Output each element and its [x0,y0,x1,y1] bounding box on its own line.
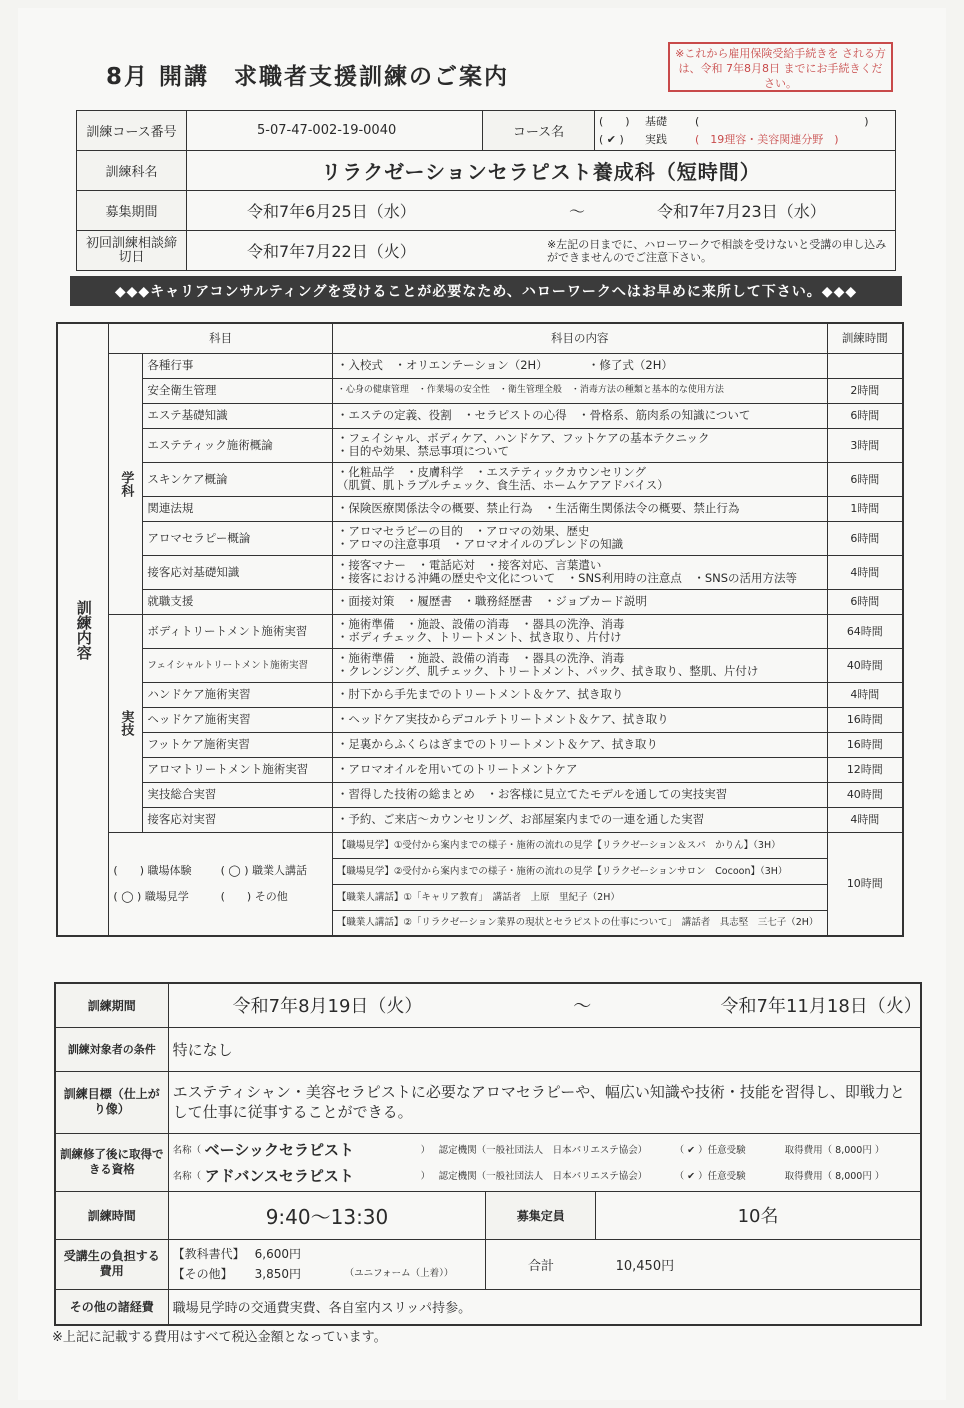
col-content-header: 科目の内容 [332,323,827,353]
academic-subject-hours: 2時間 [827,378,903,403]
practical-subject-content: ・アロマオイルを用いてのトリートメントケア [332,757,827,782]
course-subject: リラクゼーションセラピスト養成科（短時間） [187,151,896,191]
practical-subject-hours: 4時間 [827,807,903,832]
course-type-cell [595,111,896,151]
practical-subject-hours: 12時間 [827,757,903,782]
practical-subject-hours: 40時間 [827,782,903,807]
academic-row [57,428,903,462]
consult-date: 令和7年7月22日（火） [247,242,416,261]
page-title: 8月 開講 求職者支援訓練のご案内 [106,64,510,90]
goal-label: 訓練目標（仕上がり像） [55,1071,168,1133]
academic-subject-name: エステ基礎知識 [143,403,333,428]
extra-activity-tag: 【職業人講話】 [336,891,404,903]
practical-row [57,682,903,707]
practical-row [57,732,903,757]
practical-subject-content: ・施術準備 ・施設、設備の消毒 ・器具の洗浄、消毒 ・ボディチェック、トリートメント、拭き取り、片付け [332,614,827,648]
col-hours-header: 訓練時間 [827,323,903,353]
practical-group-label: 実技 [109,614,143,832]
practical-subject-content: ・予約、ご来店～カウンセリング、お部屋案内までの一連を通した実習 [332,807,827,832]
practical-subject-name: 実技総合実習 [143,782,333,807]
practical-subject-hours: 64時間 [827,614,903,648]
misc-label: その他の諸経費 [55,1289,168,1325]
practical-subject-hours: 16時間 [827,732,903,757]
course-info-table [76,110,896,271]
practical-subject-content: ・習得した技術の総まとめ ・お客様に見立てたモデルを通しての実技実習 [332,782,827,807]
practical-subject-name: ヘッドケア施術実習 [143,707,333,732]
misc-value: 職場見学時の交通費実費、各自室内スリッパ持参。 [168,1289,921,1325]
practical-subject-content: ・施術準備 ・施設、設備の消毒 ・器具の洗浄、消毒 ・クレンジング、肌チェック、トリートメント、パック、拭き取り、整肌、片付け [332,648,827,682]
subject-label: 訓練科名 [77,151,187,191]
academic-row [57,462,903,496]
academic-row [57,589,903,614]
capacity-label: 募集定員 [486,1191,596,1239]
practical-subject-hours: 16時間 [827,707,903,732]
practical-subject-name: ハンドケア施術実習 [143,682,333,707]
qual2-prefix: 名称（ [172,1171,202,1182]
qual2-fee: 取得費用（ 8,000円 ） [784,1171,885,1182]
academic-group-label: 学科 [109,353,143,614]
practical-subject-name: ボディトリートメント施術実習 [143,614,333,648]
extra-activity [332,858,827,884]
other-cost-note: （ユニフォーム（上着）） [344,1268,454,1279]
practical-subject-name: アロマトリートメント施術実習 [143,757,333,782]
academic-row [57,521,903,555]
practical-subject-name: 接客応対実習 [143,807,333,832]
activity-options [109,832,332,936]
qual1-prefix: 名称（ [172,1145,202,1156]
practical-row [57,782,903,807]
goal-value: エステティシャン・美容セラピストに必要なアロマセラピーや、幅広い知識や技術・技能を習得し、即戦力として仕事に従事することができる。 [168,1071,921,1133]
basic-label: 基礎 [645,114,667,128]
col-subject-header: 科目 [109,323,332,353]
qual1-name: ベーシックセラピスト [204,1140,355,1159]
target-label: 訓練対象者の条件 [55,1027,168,1071]
academic-subject-name: 関連法規 [143,496,333,521]
qual2-name: アドバンスセラピスト [204,1166,354,1185]
academic-subject-content: ・面接対策 ・履歴書 ・職務経歴書 ・ジョブカード説明 [332,589,827,614]
lecture-option: ( ◯ ) 職業人講話 [220,863,308,877]
extra-activity-text: ②「リラクゼーション業界の現状とセラピストの仕事について」 講話者 具志堅 三七子（2H） [403,917,819,929]
period-label: 訓練期間 [55,983,168,1027]
career-consulting-banner: ◆◆◆キャリアコンサルティングを受けることが必要なため、ハローワークへはお早めに来所して下さい。◆◆◆ [70,276,902,306]
academic-subject-name: エステティック施術概論 [143,428,333,462]
training-details-table [54,982,922,1326]
academic-subject-content: ・フェイシャル、ボディケア、ハンドケア、フットケアの基本テクニック ・目的や効果、禁忌事項について [332,428,827,462]
practical-subject-name: フットケア施術実習 [143,732,333,757]
target-value: 特になし [168,1027,921,1071]
total-label: 合計 [486,1239,596,1289]
practical-row [57,807,903,832]
recruit-start: 令和7年6月25日（水） [247,202,416,221]
practical-subject-name: フェイシャルトリートメント施術実習 [143,648,333,682]
extra-activity-tag: 【職業人講話】 [336,917,404,929]
time-value: 9:40～13:30 [168,1191,486,1239]
recruit-period [187,191,896,231]
extra-activity-tag: 【職場見学】 [336,839,394,851]
academic-subject-hours: 6時間 [827,403,903,428]
academic-subject-content: ・入校式 ・オリエンテーション（2H） ・修了式（2H） [332,353,827,378]
academic-subject-hours: 6時間 [827,462,903,496]
other-cost-label: 【その他】 [172,1267,233,1281]
extra-activity-text: ①「キャリア教育」 講話者 上原 里紀子（2H） [403,891,620,903]
practical-row [57,614,903,648]
qual2-org: 認定機関（一般社団法人 日本バリエステ協会） [438,1171,648,1182]
academic-subject-name: アロマセラピー概論 [143,521,333,555]
cost-items [168,1239,486,1289]
period-tilde: ～ [573,996,592,1018]
academic-subject-name: 就職支援 [143,589,333,614]
tax-footnote: ※上記に記載する費用はすべて税込金額となっています。 [52,1330,387,1345]
course-code-label: 訓練コース番号 [77,111,187,151]
qual-cell [168,1133,921,1191]
recruit-label: 募集期間 [77,191,187,231]
qual1-org: 認定機関（一般社団法人 日本バリエステ協会） [438,1145,648,1156]
extra-activity [332,884,827,910]
extra-activity-text: ②受付から案内までの様子・施術の流れの見学【リラクゼーションサロン Cocoon】（3H） [393,865,788,877]
extra-activity-tag: 【職場見学】 [336,865,394,877]
qual1-fee: 取得費用（ 8,000円 ） [784,1145,885,1156]
extra-activity [332,910,827,936]
academic-row [57,353,903,378]
academic-subject-hours: 4時間 [827,555,903,589]
period-start: 令和7年8月19日（火） [232,996,423,1018]
period-cell [168,983,921,1027]
academic-subject-content: ・アロマセラピーの目的 ・アロマの効果、歴史 ・アロマの注意事項 ・アロマオイルのブレンドの知識 [332,521,827,555]
extra-activity-text: ①受付から案内までの様子・施術の流れの見学【リラクゼーション＆スパ かりん】（3H） [393,839,781,851]
extra-activity [332,832,827,858]
academic-subject-name: 各種行事 [143,353,333,378]
qual1-check: （ ✔ ）任意受験 [674,1145,746,1156]
textbook-value: 6,600円 [254,1247,301,1261]
total-value: 10,450円 [596,1239,921,1289]
practical-subject-hours: 40時間 [827,648,903,682]
capacity-value: 10名 [596,1191,921,1239]
practice-check: ( ✔ ) [599,132,624,146]
qual2-check: （ ✔ ）任意受験 [674,1171,746,1182]
academic-subject-hours: 6時間 [827,589,903,614]
other-option: ( ) その他 [220,889,288,903]
consult-cell [187,231,896,271]
academic-subject-hours [827,353,903,378]
basic-detail: ( ) [695,114,869,128]
practical-subject-content: ・肘下から手先までのトリートメント＆ケア、拭き取り [332,682,827,707]
academic-row [57,403,903,428]
other-cost-value: 3,850円 [254,1267,301,1281]
consult-label: 初回訓練相談締切日 [77,231,187,271]
practice-label: 実践 [645,132,667,146]
qual-label: 訓練修了後に取得できる資格 [55,1133,168,1191]
section-label: 訓練内容 [57,323,109,936]
basic-paren: ( ) [599,114,630,128]
time-label: 訓練時間 [55,1191,168,1239]
academic-subject-name: スキンケア概論 [143,462,333,496]
qual2-close: ） [420,1171,431,1182]
recruit-tilde: ～ [568,202,585,221]
academic-row [57,555,903,589]
academic-subject-content: ・エステの定義、役割 ・セラピストの心得 ・骨格系、筋肉系の知識について [332,403,827,428]
academic-subject-hours: 3時間 [827,428,903,462]
practical-subject-hours: 4時間 [827,682,903,707]
academic-subject-name: 安全衛生管理 [143,378,333,403]
cost-label: 受講生の負担する費用 [55,1239,168,1289]
recruit-end: 令和7年7月23日（水） [657,202,826,221]
academic-subject-content: ・保険医療関係法令の概要、禁止行為 ・生活衛生関係法令の概要、禁止行為 [332,496,827,521]
course-code: 5-07-47-002-19-0040 [187,111,483,151]
practical-row [57,757,903,782]
qual1-close: ） [420,1145,431,1156]
practical-subject-content: ・ヘッドケア実技からデコルテトリートメント＆ケア、拭き取り [332,707,827,732]
academic-subject-content: ・接客マナー ・電話応対 ・接客対応、言葉遣い ・接客における沖縄の歴史や文化について ・SNS利用時の注意点 ・SNSの活用方法等 [332,555,827,589]
course-name-label: コース名 [483,111,595,151]
academic-subject-hours: 1時間 [827,496,903,521]
academic-subject-hours: 6時間 [827,521,903,555]
academic-subject-name: 接客応対基礎知識 [143,555,333,589]
period-end: 令和7年11月18日（火） [720,996,922,1018]
academic-subject-content: ・化粧品学 ・皮膚科学 ・エステティックカウンセリング （肌質、肌トラブルチェック、食生活、ホームケアアドバイス） [332,462,827,496]
workplace-visit-option: ( ◯ ) 職場見学 [113,889,189,903]
extras-hours: 10時間 [827,832,903,936]
insurance-notice: ※これから雇用保険受給手続きを される方は、令和 7年8月8日 までにお手続きください。 [668,42,893,92]
consult-note: ※左記の日までに、ハローワークで相談を受けないと受講の申し込みができませんのでご注意下さい。 [547,237,887,264]
workplace-experience-option: ( ) 職場体験 [113,863,192,877]
practical-row [57,648,903,682]
academic-row [57,496,903,521]
academic-subject-content: ・心身の健康管理 ・作業場の安全性 ・衛生管理全般 ・消毒方法の種類と基本的な使用方法 [332,378,827,403]
training-content-table [56,322,904,937]
practice-detail: ( 19理容・美容関連分野 ) [695,132,839,146]
textbook-label: 【教科書代】 [172,1247,245,1261]
extra-activity-row [57,832,903,858]
academic-row [57,378,903,403]
practical-subject-content: ・足裏からふくらはぎまでのトリートメント＆ケア、拭き取り [332,732,827,757]
practical-row [57,707,903,732]
